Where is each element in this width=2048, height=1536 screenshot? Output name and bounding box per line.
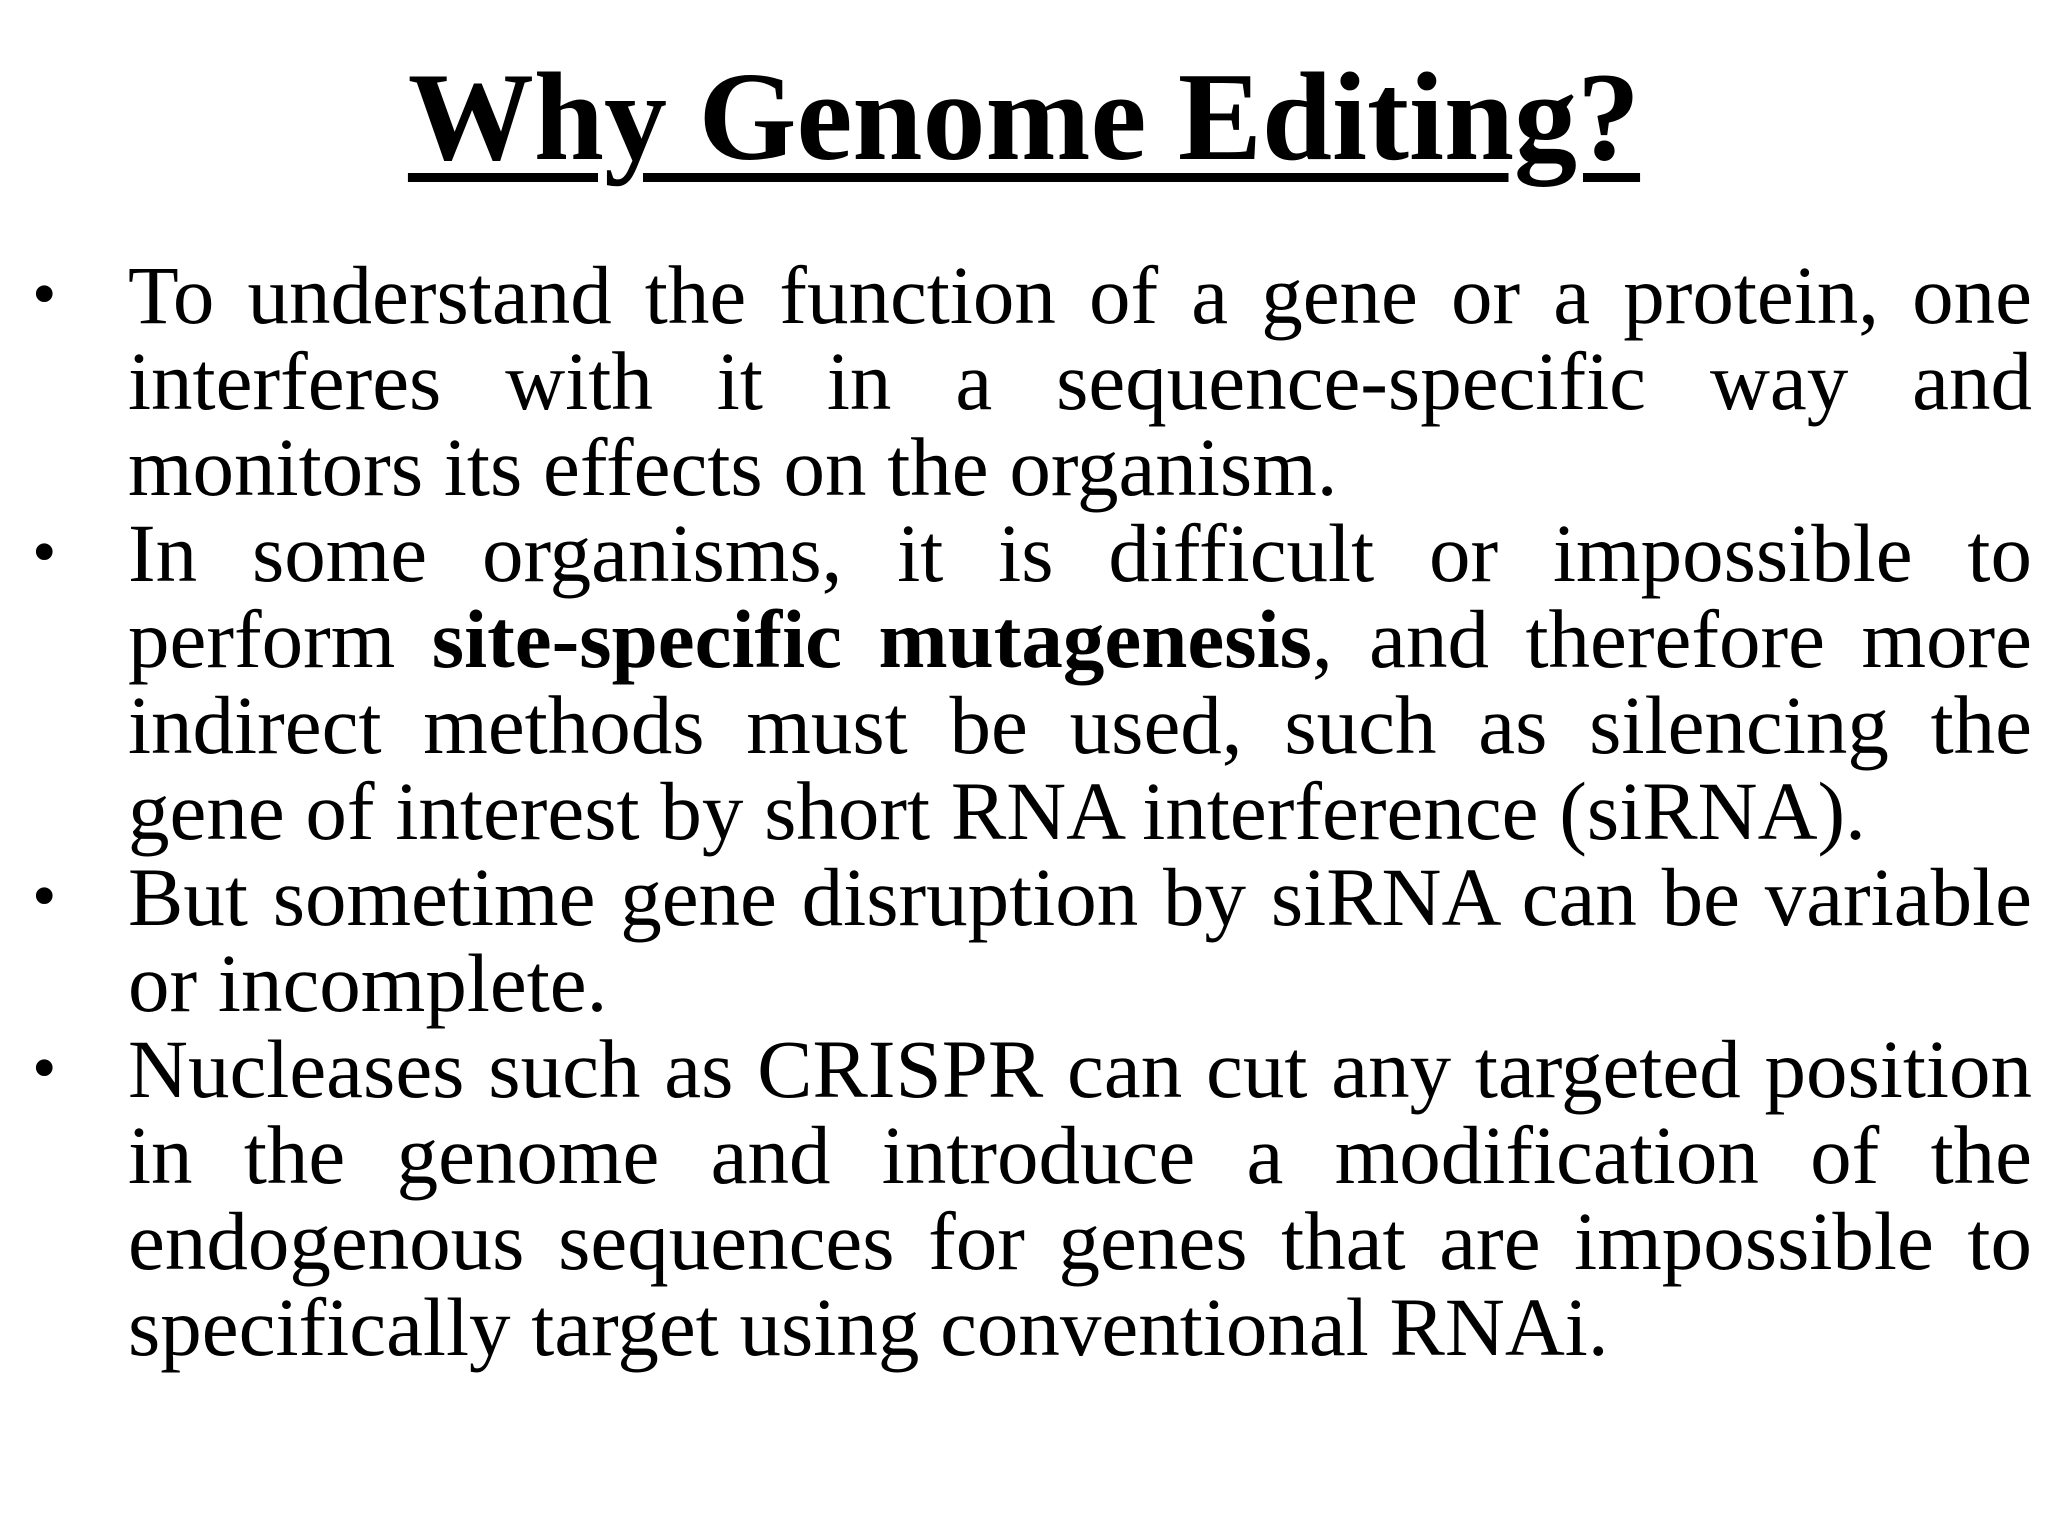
- slide-title: Why Genome Editing?: [407, 48, 1641, 187]
- bullet-text-part: , and therefore more indirect methods must be used, such as silencing the gene of interest by short RNA interference (siRNA).: [128, 593, 2032, 857]
- bullet-icon: •: [32, 858, 57, 935]
- bullet-item: [24, 851, 2032, 1029]
- bullet-icon: •: [32, 514, 57, 591]
- bullet-text: Nucleases such as CRISPR can cut any targeted position in the genome and introduce a modification of the endogenous sequences for genes that are impossible to specifically target using conventional RNAi.: [128, 1023, 2032, 1373]
- bullet-icon: •: [32, 256, 57, 333]
- bold-term: site-specific mutagenesis: [431, 593, 1312, 685]
- bullet-item: [24, 507, 2032, 857]
- bullet-item: [24, 249, 2032, 513]
- bullet-item: [24, 1023, 2032, 1373]
- bullet-text: To understand the function of a gene or a protein, one interferes with it in a sequence-specific way and monitors its effects on the organism.: [128, 249, 2032, 513]
- bullet-text: [128, 507, 2032, 857]
- bullet-list: [24, 249, 2032, 1373]
- bullet-text-part: In some organisms, it is difficult or impossible to perform: [128, 507, 2032, 685]
- bullet-icon: •: [32, 1030, 57, 1107]
- bullet-text: But sometime gene disruption by siRNA can be variable or incomplete.: [128, 851, 2032, 1029]
